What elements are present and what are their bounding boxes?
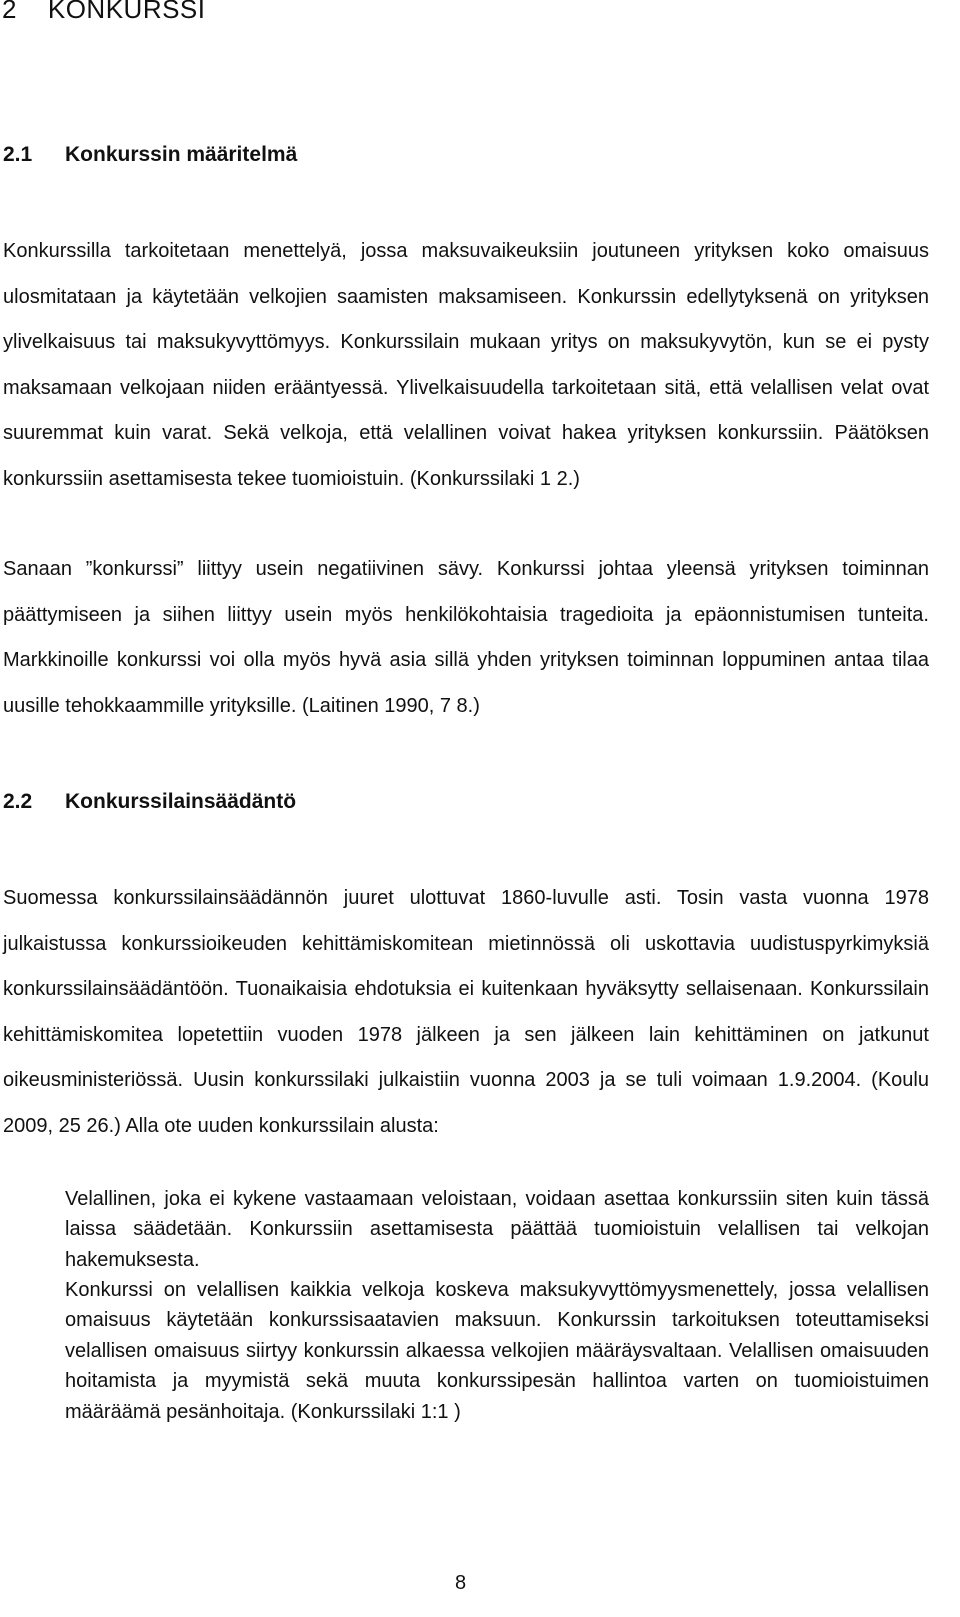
section-title: Konkurssin määritelmä [65,143,298,166]
section-title: Konkurssilainsäädäntö [65,790,297,813]
section-heading-2-2 [3,790,296,814]
paragraph-negative-tone: Sanaan ”konkurssi” liittyy usein negatiivinen sävy. Konkurssi johtaa yleensä yrityksen toiminnan päättymiseen ja siihen liittyy usein myös henkilökohtaisia tragedioita ja epäonnistumisen tunteita. Markkinoille konkurssi voi olla myös hyvä asia sillä yhden yrityksen toiminnan loppuminen antaa tilaa uusille tehokkaammille yrityksille. (Laitinen 1990, 7 8.) [3,558,929,717]
chapter-title: 2 KONKURSSI [2,0,206,24]
paragraph-definition: Konkurssilla tarkoitetaan menettelyä, jossa maksuvaikeuksiin joutuneen yrityksen koko omaisuus ulosmitataan ja käytetään velkojien saamisten maksamiseen. Konkurssin edellytyksenä on yrityksen ylivelkaisuus tai maksukyvyttömyys. Konkurssilain mukaan yritys on maksukyvytön, kun se ei pysty maksamaan velkojaan niiden erääntyessä. Ylivelkaisuudella tarkoitetaan sitä, että velallisen velat ovat suuremmat kuin varat. Sekä velkoja, että velallinen voivat hakea yrityksen konkurssiin. Päätöksen konkurssiin asettamisesta tekee tuomioistuin. (Konkurssilaki 1 2.) [3,240,929,490]
law-quote-paragraph: Velallinen, joka ei kykene vastaamaan veloistaan, voidaan asettaa konkurssiin siten kuin tässä laissa säädetään. Konkurssiin asettamisesta päättää tuomioistuin velallisen tai velkojan hakemuksesta. [65,1188,929,1271]
paragraph-legislation: Suomessa konkurssilainsäädännön juuret ulottuvat 1860-luvulle asti. Tosin vasta vuonna 1978 julkaistussa konkurssioikeuden kehittämiskomitean mietinnössä oli uskottavia uudistuspyrkimyksiä konkurssilainsäädäntöön. Tuonaikaisia ehdotuksia ei kuitenkaan hyväksytty sellaisenaan. Konkurssilain kehittämiskomitea lopetettiin vuoden 1978 jälkeen ja sen jälkeen lain kehittäminen on jatkunut oikeusministeriössä. Uusin konkurssilaki julkaistiin vuonna 2003 ja se tuli voimaan 1.9.2004. (Koulu 2009, 25 26.) Alla ote uuden konkurssilain alusta: [3,887,929,1137]
section-number: 2.2 [3,790,33,813]
page-number: 8 [455,1572,467,1594]
law-quote-paragraph: Konkurssi on velallisen kaikkia velkoja koskeva maksukyvyttömyysmenettely, jossa velallisen omaisuus käytetään konkurssisaatavien maksuun. Konkurssin tarkoituksen toteuttamiseksi velallisen omaisuus siirtyy konkurssin alkaessa velkojien määräysvaltaan. Velallisen omaisuuden hoitamista ja myymistä sekä muuta konkurssipesän hallintoa varten on tuomioistuimen määräämä pesänhoitaja. (Konkurssilaki 1:1 ) [65,1279,929,1423]
section-heading-2-1 [3,143,297,167]
section-number: 2.1 [3,143,33,166]
